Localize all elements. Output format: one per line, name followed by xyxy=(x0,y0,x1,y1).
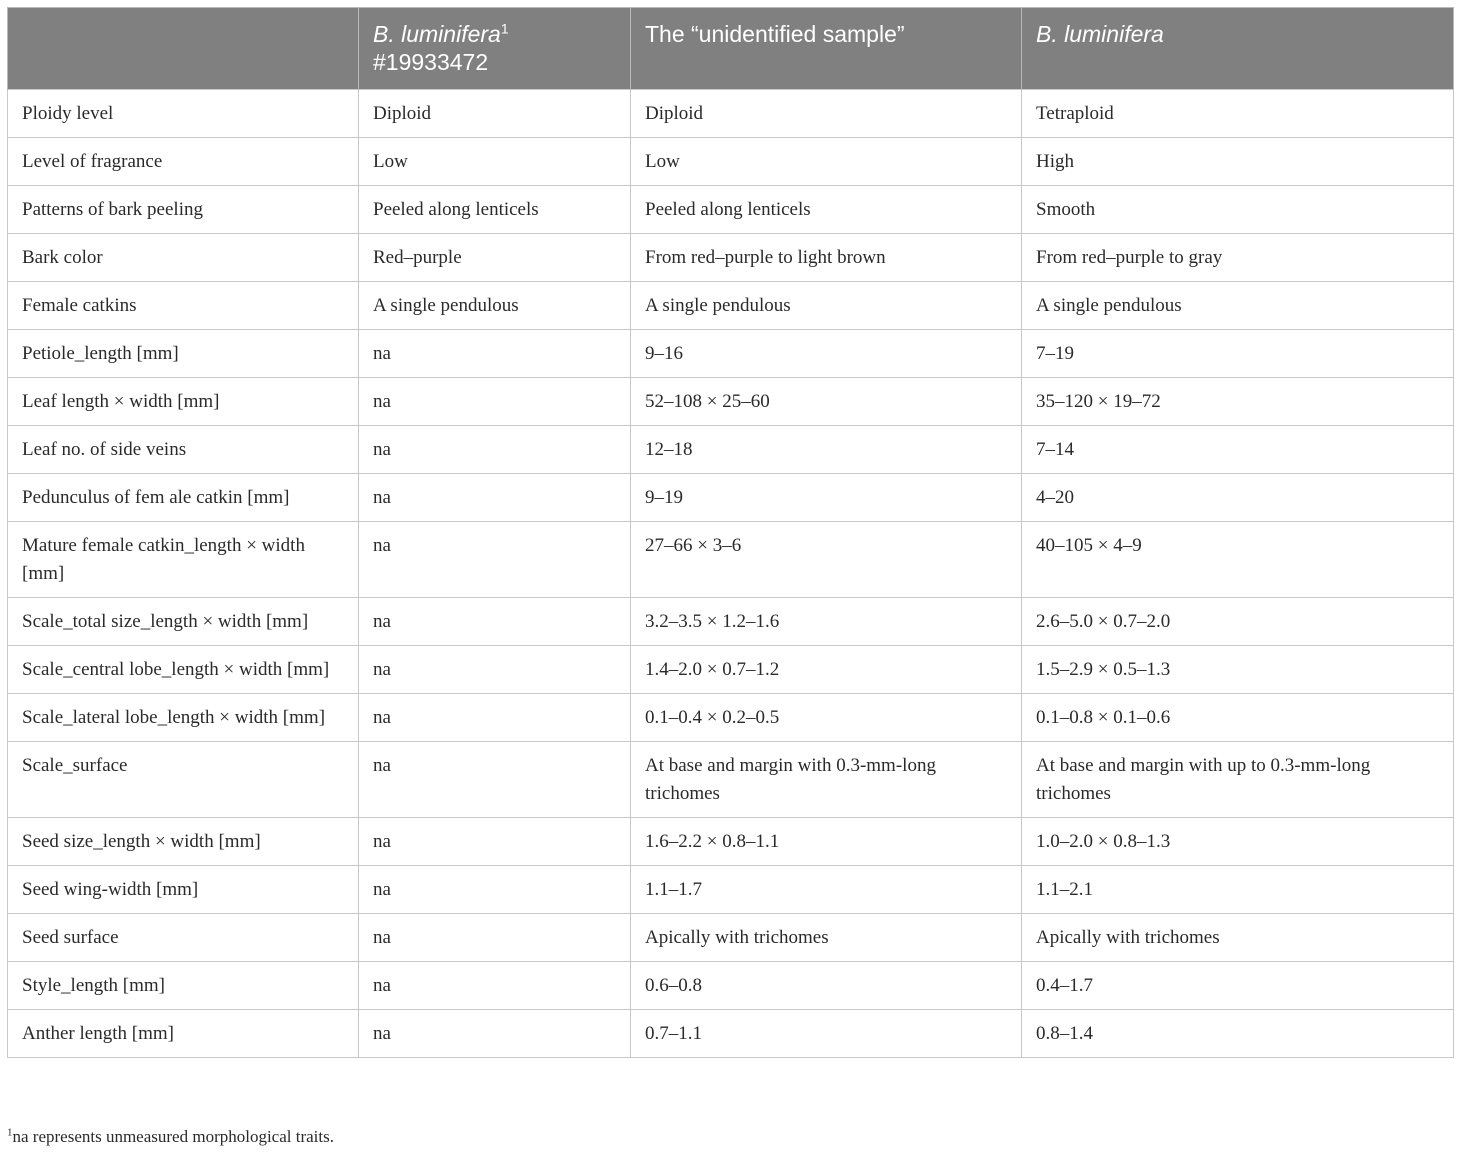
unidentified-sample-cell: From red–purple to light brown xyxy=(631,234,1022,282)
b-luminifera-tetraploid-cell: A single pendulous xyxy=(1022,282,1454,330)
header-row xyxy=(8,8,1454,90)
unidentified-sample-cell: 3.2–3.5 × 1.2–1.6 xyxy=(631,598,1022,646)
table-row xyxy=(8,598,1454,646)
b-luminifera-tetraploid-cell: 1.1–2.1 xyxy=(1022,866,1454,914)
table-row xyxy=(8,90,1454,138)
table-row xyxy=(8,186,1454,234)
b-luminifera-tetraploid-cell: 2.6–5.0 × 0.7–2.0 xyxy=(1022,598,1454,646)
b-luminifera-diploid-cell: Low xyxy=(359,138,631,186)
table-row xyxy=(8,914,1454,962)
table-row xyxy=(8,1010,1454,1058)
unidentified-sample-cell: 52–108 × 25–60 xyxy=(631,378,1022,426)
unidentified-sample-cell: Peeled along lenticels xyxy=(631,186,1022,234)
morphological-traits-table xyxy=(7,7,1454,1058)
unidentified-sample-cell: Low xyxy=(631,138,1022,186)
trait-cell: Scale_surface xyxy=(8,742,359,818)
b-luminifera-diploid-cell: A single pendulous xyxy=(359,282,631,330)
trait-cell: Seed size_length × width [mm] xyxy=(8,818,359,866)
table-row xyxy=(8,818,1454,866)
b-luminifera-diploid-cell: Red–purple xyxy=(359,234,631,282)
b-luminifera-diploid-cell: na xyxy=(359,474,631,522)
b-luminifera-tetraploid-cell: 35–120 × 19–72 xyxy=(1022,378,1454,426)
trait-cell: Leaf length × width [mm] xyxy=(8,378,359,426)
table-row xyxy=(8,646,1454,694)
b-luminifera-diploid-cell: Peeled along lenticels xyxy=(359,186,631,234)
trait-cell: Seed surface xyxy=(8,914,359,962)
table-row xyxy=(8,330,1454,378)
b-luminifera-tetraploid-cell: 1.0–2.0 × 0.8–1.3 xyxy=(1022,818,1454,866)
b-luminifera-tetraploid-cell: High xyxy=(1022,138,1454,186)
header-b-luminifera-diploid xyxy=(359,8,631,90)
b-luminifera-diploid-cell: na xyxy=(359,330,631,378)
table-row xyxy=(8,138,1454,186)
trait-cell: Style_length [mm] xyxy=(8,962,359,1010)
header-unidentified-label: The “unidentified sample” xyxy=(645,21,905,47)
unidentified-sample-cell: 0.6–0.8 xyxy=(631,962,1022,1010)
header-species-name: B. luminifera xyxy=(1036,21,1164,47)
b-luminifera-tetraploid-cell: 7–19 xyxy=(1022,330,1454,378)
traits-table-container xyxy=(7,7,1453,1058)
unidentified-sample-cell: 1.6–2.2 × 0.8–1.1 xyxy=(631,818,1022,866)
b-luminifera-diploid-cell: na xyxy=(359,914,631,962)
header-species-name: B. luminifera xyxy=(373,21,501,47)
header-trait xyxy=(8,8,359,90)
b-luminifera-diploid-cell: na xyxy=(359,598,631,646)
footnote-marker: 1 xyxy=(500,20,509,37)
b-luminifera-diploid-cell: na xyxy=(359,378,631,426)
trait-cell: Anther length [mm] xyxy=(8,1010,359,1058)
table-row xyxy=(8,866,1454,914)
trait-cell: Petiole_length [mm] xyxy=(8,330,359,378)
b-luminifera-tetraploid-cell: 40–105 × 4–9 xyxy=(1022,522,1454,598)
unidentified-sample-cell: At base and margin with 0.3-mm-long trichomes xyxy=(631,742,1022,818)
b-luminifera-diploid-cell: na xyxy=(359,866,631,914)
b-luminifera-tetraploid-cell: 0.8–1.4 xyxy=(1022,1010,1454,1058)
table-row xyxy=(8,282,1454,330)
b-luminifera-diploid-cell: Diploid xyxy=(359,90,631,138)
b-luminifera-tetraploid-cell: Apically with trichomes xyxy=(1022,914,1454,962)
table-row xyxy=(8,234,1454,282)
unidentified-sample-cell: 9–19 xyxy=(631,474,1022,522)
table-row xyxy=(8,522,1454,598)
unidentified-sample-cell: 0.7–1.1 xyxy=(631,1010,1022,1058)
b-luminifera-diploid-cell: na xyxy=(359,962,631,1010)
table-row xyxy=(8,694,1454,742)
b-luminifera-tetraploid-cell: 4–20 xyxy=(1022,474,1454,522)
b-luminifera-diploid-cell: na xyxy=(359,426,631,474)
b-luminifera-tetraploid-cell: Tetraploid xyxy=(1022,90,1454,138)
b-luminifera-tetraploid-cell: 0.1–0.8 × 0.1–0.6 xyxy=(1022,694,1454,742)
b-luminifera-diploid-cell: na xyxy=(359,1010,631,1058)
header-accession-id: #19933472 xyxy=(373,49,489,75)
table-body xyxy=(8,90,1454,1058)
unidentified-sample-cell: Diploid xyxy=(631,90,1022,138)
table-row xyxy=(8,378,1454,426)
table-row xyxy=(8,426,1454,474)
b-luminifera-diploid-cell: na xyxy=(359,694,631,742)
b-luminifera-diploid-cell: na xyxy=(359,646,631,694)
table-row xyxy=(8,474,1454,522)
unidentified-sample-cell: Apically with trichomes xyxy=(631,914,1022,962)
trait-cell: Female catkins xyxy=(8,282,359,330)
table-header xyxy=(8,8,1454,90)
b-luminifera-tetraploid-cell: 0.4–1.7 xyxy=(1022,962,1454,1010)
unidentified-sample-cell: 0.1–0.4 × 0.2–0.5 xyxy=(631,694,1022,742)
table-row xyxy=(8,962,1454,1010)
trait-cell: Scale_lateral lobe_length × width [mm] xyxy=(8,694,359,742)
trait-cell: Patterns of bark peeling xyxy=(8,186,359,234)
unidentified-sample-cell: 27–66 × 3–6 xyxy=(631,522,1022,598)
header-unidentified-sample xyxy=(631,8,1022,90)
trait-cell: Ploidy level xyxy=(8,90,359,138)
header-b-luminifera-tetraploid xyxy=(1022,8,1454,90)
trait-cell: Scale_total size_length × width [mm] xyxy=(8,598,359,646)
unidentified-sample-cell: 1.4–2.0 × 0.7–1.2 xyxy=(631,646,1022,694)
trait-cell: Seed wing-width [mm] xyxy=(8,866,359,914)
b-luminifera-tetraploid-cell: From red–purple to gray xyxy=(1022,234,1454,282)
trait-cell: Pedunculus of fem ale catkin [mm] xyxy=(8,474,359,522)
unidentified-sample-cell: 1.1–1.7 xyxy=(631,866,1022,914)
b-luminifera-diploid-cell: na xyxy=(359,742,631,818)
b-luminifera-tetraploid-cell: Smooth xyxy=(1022,186,1454,234)
trait-cell: Level of fragrance xyxy=(8,138,359,186)
unidentified-sample-cell: A single pendulous xyxy=(631,282,1022,330)
b-luminifera-diploid-cell: na xyxy=(359,522,631,598)
table-footnote xyxy=(7,1126,334,1148)
unidentified-sample-cell: 12–18 xyxy=(631,426,1022,474)
trait-cell: Bark color xyxy=(8,234,359,282)
trait-cell: Leaf no. of side veins xyxy=(8,426,359,474)
trait-cell: Mature female catkin_length × width [mm] xyxy=(8,522,359,598)
trait-cell: Scale_central lobe_length × width [mm] xyxy=(8,646,359,694)
table-row xyxy=(8,742,1454,818)
b-luminifera-tetraploid-cell: At base and margin with up to 0.3-mm-long trichomes xyxy=(1022,742,1454,818)
b-luminifera-tetraploid-cell: 1.5–2.9 × 0.5–1.3 xyxy=(1022,646,1454,694)
unidentified-sample-cell: 9–16 xyxy=(631,330,1022,378)
b-luminifera-diploid-cell: na xyxy=(359,818,631,866)
b-luminifera-tetraploid-cell: 7–14 xyxy=(1022,426,1454,474)
footnote-text: na represents unmeasured morphological traits. xyxy=(12,1127,334,1146)
footnote-marker: 1 xyxy=(7,1126,13,1139)
